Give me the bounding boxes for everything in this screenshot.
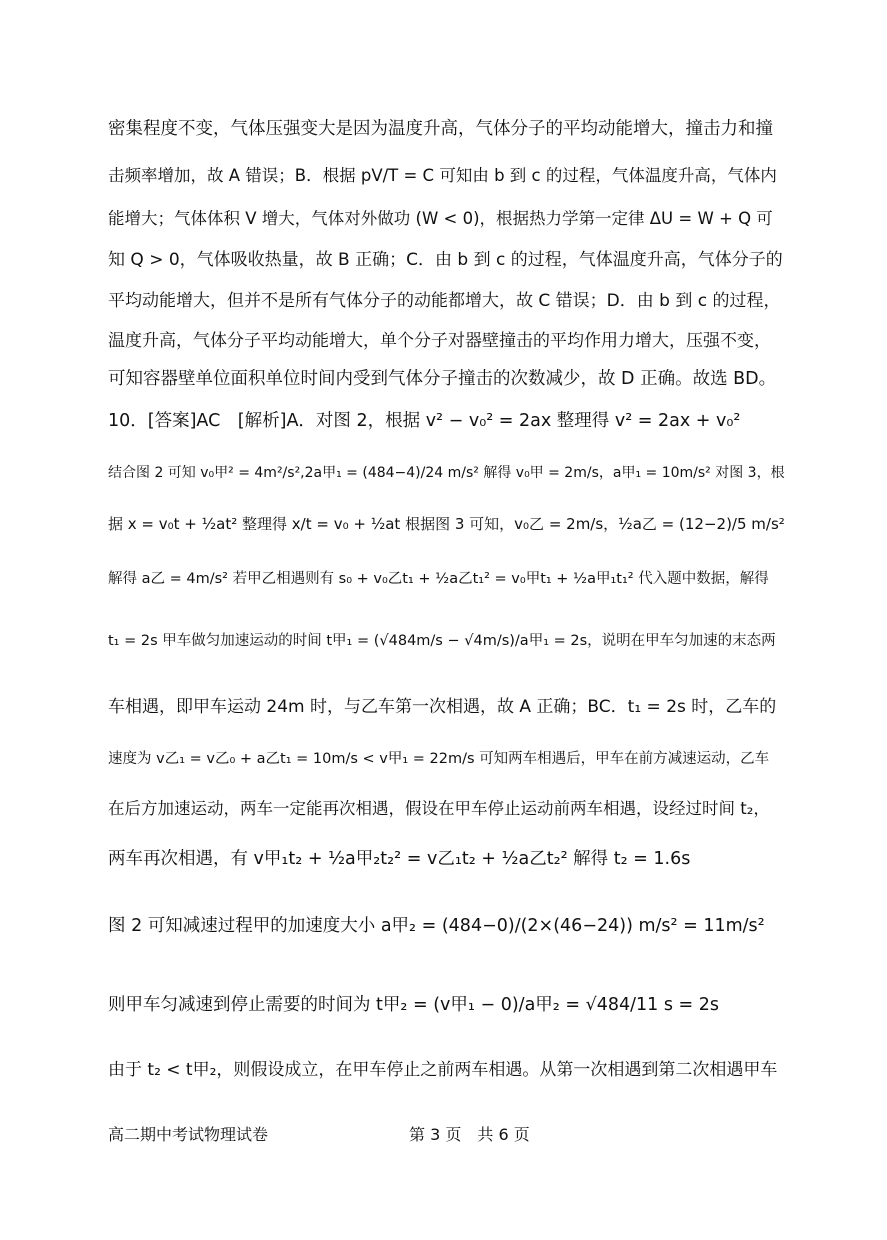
text-line: 速度为 v乙₁ = v乙₀ + a乙t₁ = 10m/s < v甲₁ = 22m/s 可知两车相遇后，甲车在前方减速运动，乙车: [108, 751, 770, 767]
text-line: 击频率增加，故 A 错误；B．根据 pV/T = C 可知由 b 到 c 的过程，气体温度升高，气体内: [108, 166, 777, 185]
text-line: 可知容器壁单位面积单位时间内受到气体分子撞击的次数减少，故 D 正确。故选 BD。: [108, 369, 777, 389]
text-line: 由于 t₂ < t甲₂，则假设成立，在甲车停止之前两车相遇。从第一次相遇到第二次相遇甲车: [108, 1060, 778, 1080]
text-line: 温度升高，气体分子平均动能增大，单个分子对器壁撞击的平均作用力增大，压强不变，: [108, 331, 771, 351]
text-line: 平均动能增大，但并不是所有气体分子的动能都增大，故 C 错误；D．由 b 到 c 的过程，: [108, 291, 781, 311]
text-line: 解得 a乙 = 4m/s² 若甲乙相遇则有 s₀ + v₀乙t₁ + ½a乙t₁² = v₀甲t₁ + ½a甲₁t₁² 代入题中数据，解得: [108, 571, 769, 587]
footer-title: 高二期中考试物理试卷: [108, 1125, 269, 1144]
text-line: t₁ = 2s 甲车做匀加速运动的时间 t甲₁ = (√484m/s − √4m/s)/a甲₁ = 2s，说明在甲车匀加速的末态两: [108, 633, 776, 649]
text-line: 结合图 2 可知 v₀甲² = 4m²/s²,2a甲₁ = (484−4)/24 m/s² 解得 v₀甲 = 2m/s，a甲₁ = 10m/s² 对图 3，根: [108, 465, 785, 481]
text-line: 图 2 可知减速过程甲的加速度大小 a甲₂ = (484−0)/(2×(46−24)) m/s² = 11m/s²: [108, 916, 765, 936]
text-line: 据 x = v₀t + ½at² 整理得 x/t = v₀ + ½at 根据图 3 可知，v₀乙 = 2m/s，½a乙 = (12−2)/5 m/s²: [108, 515, 785, 533]
text-line: 则甲车匀减速到停止需要的时间为 t甲₂ = (v甲₁ − 0)/a甲₂ = √484/11 s = 2s: [108, 995, 720, 1015]
page-number: 第 3 页 共 6 页: [409, 1125, 530, 1144]
text-line: 在后方加速运动，两车一定能再次相遇，假设在甲车停止运动前两车相遇，设经过时间 t₂，: [108, 799, 770, 818]
text-line: 10．[答案]AC [解析]A．对图 2，根据 v² − v₀² = 2ax 整理得 v² = 2ax + v₀²: [108, 411, 741, 431]
text-line: 两车再次相遇，有 v甲₁t₂ + ½a甲₂t₂² = v乙₁t₂ + ½a乙t₂² 解得 t₂ = 1.6s: [108, 849, 691, 869]
text-line: 车相遇，即甲车运动 24m 时，与乙车第一次相遇，故 A 正确；BC．t₁ = 2s 时，乙车的: [108, 697, 777, 717]
text-line: 知 Q > 0，气体吸收热量，故 B 正确；C．由 b 到 c 的过程，气体温度升高，气体分子的: [108, 250, 783, 270]
text-line: 密集程度不变，气体压强变大是因为温度升高，气体分子的平均动能增大，撞击力和撞: [108, 119, 773, 139]
text-line: 能增大；气体体积 V 增大，气体对外做功 (W < 0)，根据热力学第一定律 ΔU = W + Q 可: [108, 209, 773, 228]
